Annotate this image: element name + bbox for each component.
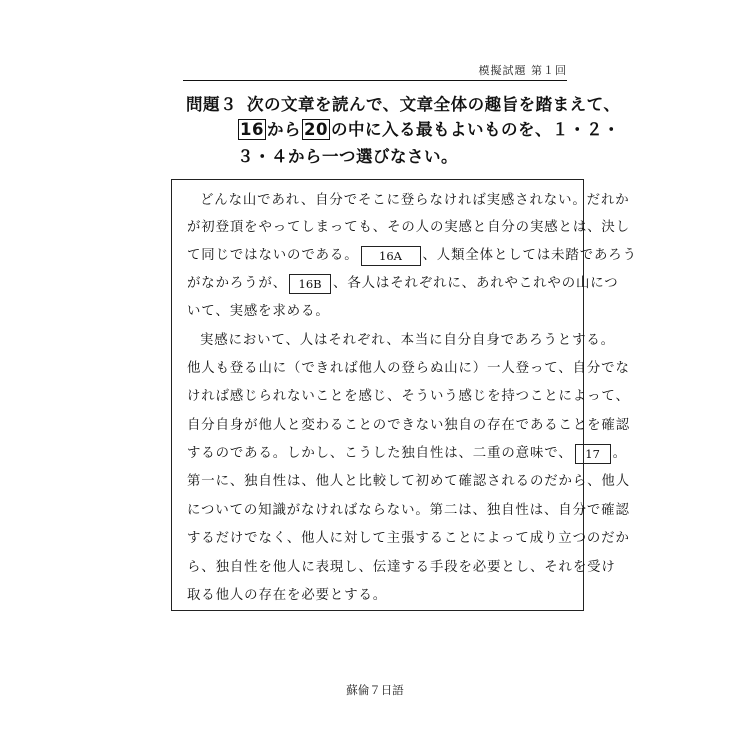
passage-line: 第一に、独自性は、他人と比較して初めて確認されるのだから、他人 (187, 474, 631, 489)
question-instruction-1: 次の文章を読んで、文章全体の趣旨を踏まえて、 (247, 95, 621, 114)
passage-line: 取る他人の存在を必要とする。 (187, 588, 388, 603)
question-label: 問題３ (186, 95, 237, 114)
question-instruction-3: ３・４から一つ選びなさい。 (237, 147, 458, 166)
passage-line: するだけでなく、他人に対して主張することによって成り立つのだか (187, 531, 630, 546)
passage-line: 他人も登る山に（できれば他人の登らぬ山に）一人登って、自分でな (187, 361, 630, 376)
question-instruction-2: の中に入る最もよいものを、１・２・ (330, 120, 620, 139)
passage-line: て同じではないのである。 16A 、人類全体としては未踏であろう (187, 244, 637, 266)
passage-line: がなかろうが、 16B 、各人はそれぞれに、あれやこれやの山につ (187, 272, 619, 294)
question-line-1 (186, 91, 620, 115)
header-divider (183, 80, 567, 81)
blank-17: 17 (575, 444, 611, 464)
passage-line: どんな山であれ、自分でそこに登らなければ実感されない。だれか (200, 193, 630, 208)
page-header: 模擬試題 第１回 (478, 64, 567, 77)
range-connector: から (266, 120, 301, 139)
question-line-2 (237, 116, 620, 140)
passage-line: 自分自身が他人と変わることのできない独自の存在であることを確認 (187, 418, 631, 433)
page-footer: 蘇倫７日語 (346, 683, 404, 697)
blank-16b: 16B (289, 274, 331, 294)
blank-16a: 16A (361, 246, 421, 266)
range-end-box: 20 (303, 120, 328, 139)
passage-line: が初登頂をやってしまっても、その人の実感と自分の実感とは、決し (187, 220, 631, 235)
passage-line: ら、独自性を他人に表現し、伝達する手段を必要とし、それを受け (187, 560, 616, 575)
range-start-box: 16 (240, 120, 264, 139)
passage-line: についての知識がなければならない。第二は、独自性は、自分で確認 (187, 503, 630, 518)
question-line-3 (237, 143, 458, 167)
passage-line: 実感において、人はそれぞれ、本当に自分自身であろうとする。 (200, 333, 615, 348)
passage-line: ければ感じられないことを感じ、そういう感じを持つことによって、 (187, 389, 630, 404)
passage-line: いて、実感を求める。 (187, 304, 330, 319)
passage-line: するのである。しかし、こうした独自性は、二重の意味で、 17 。 (187, 442, 627, 464)
